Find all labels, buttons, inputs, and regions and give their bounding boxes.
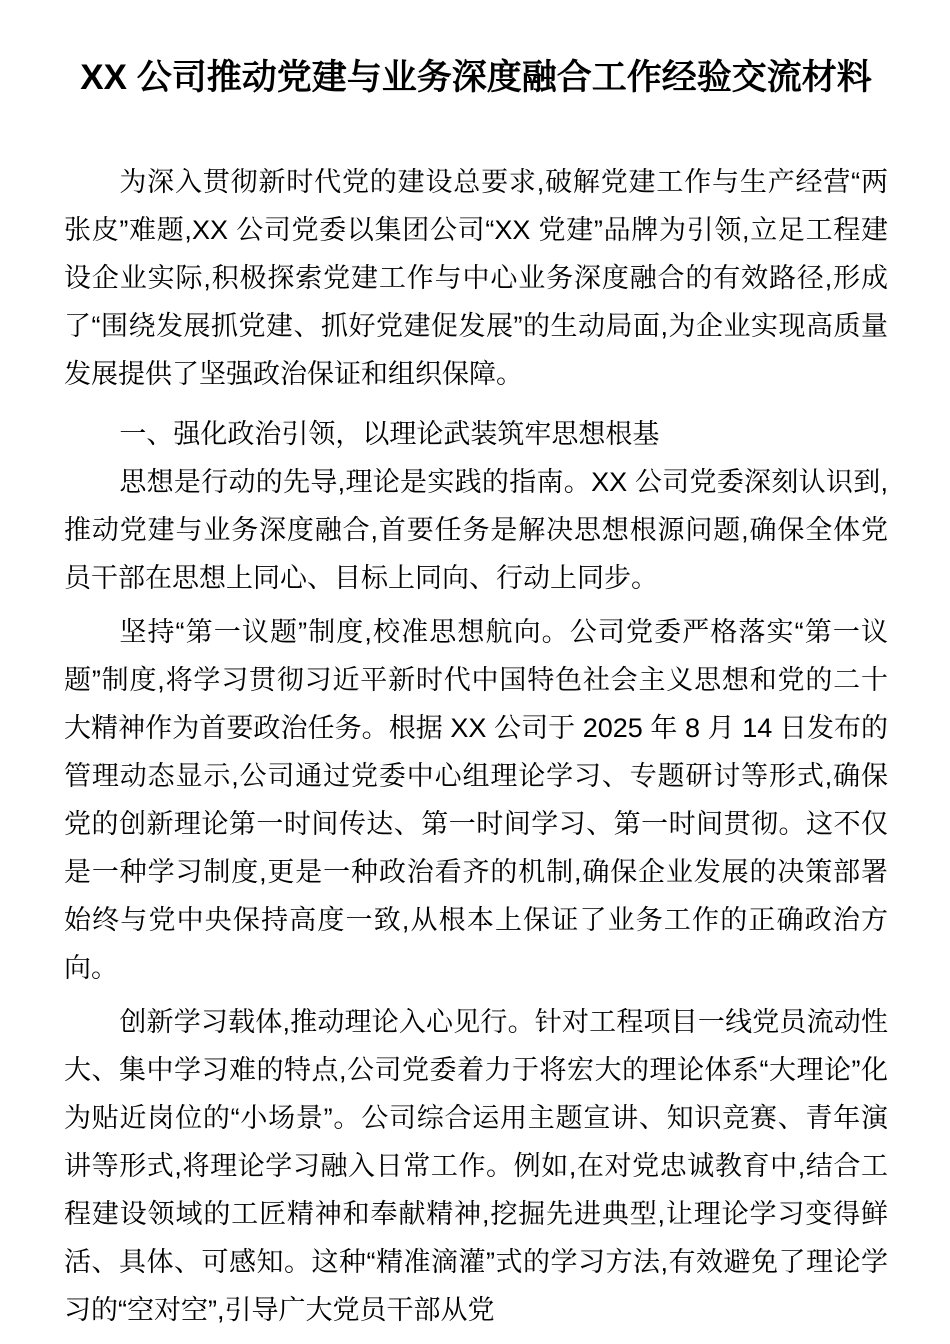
paragraph-intro: 为深入贯彻新时代党的建设总要求,破解党建工作与生产经营“两张皮”难题,XX 公司党委以集团公司“XX 党建”品牌为引领,立足工程建设企业实际,积极探索党建工作与中心业务深度融合的有效路径,形成了“围绕发展抓党建、抓好党建促发展”的生动局面,为企业实现高质量发展提供了坚强政治保证和组织保障。 [64, 167, 888, 389]
paragraph-innovative-learning: 创新学习载体,推动理论入心见行。针对工程项目一线党员流动性大、集中学习难的特点,公司党委着力于将宏大的理论体系“大理论”化为贴近岗位的“小场景”。公司综合运用主题宣讲、知识竞赛、青年演讲等形式,将理论学习融入日常工作。例如,在对党忠诚教育中,结合工程建设领域的工匠精神和奉献精神,挖掘先进典型,让理论学习变得鲜活、具体、可感知。这种“精准滴灌”式的学习方法,有效避免了理论学习的“空对空”,引导广大党员干部从党 [64, 1007, 888, 1325]
section-heading-1: 一、强化政治引领，以理论武装筑牢思想根基 [119, 419, 660, 449]
paragraph-thought-leads: 思想是行动的先导,理论是实践的指南。XX 公司党委深刻认识到,推动党建与业务深度融合,首要任务是解决思想根源问题,确保全体党员干部在思想上同心、目标上同向、行动上同步。 [64, 467, 888, 593]
document-title: XX 公司推动党建与业务深度融合工作经验交流材料 [80, 58, 872, 97]
paragraph-first-topic-system: 坚持“第一议题”制度,校准思想航向。公司党委严格落实“第一议题”制度,将学习贯彻习近平新时代中国特色社会主义思想和党的二十大精神作为首要政治任务。根据 XX 公司于 2025 年 8 月 14 日发布的管理动态显示,公司通过党委中心组理论学习、专题研讨等形式,确保党的创新理论第一时间传达、第一时间学习、第一时间贯彻。这不仅是一种学习制度,更是一种政治看齐的机制,确保企业发展的决策部署始终与党中央保持高度一致,从根本上保证了业务工作的正确政治方向。 [64, 617, 888, 983]
